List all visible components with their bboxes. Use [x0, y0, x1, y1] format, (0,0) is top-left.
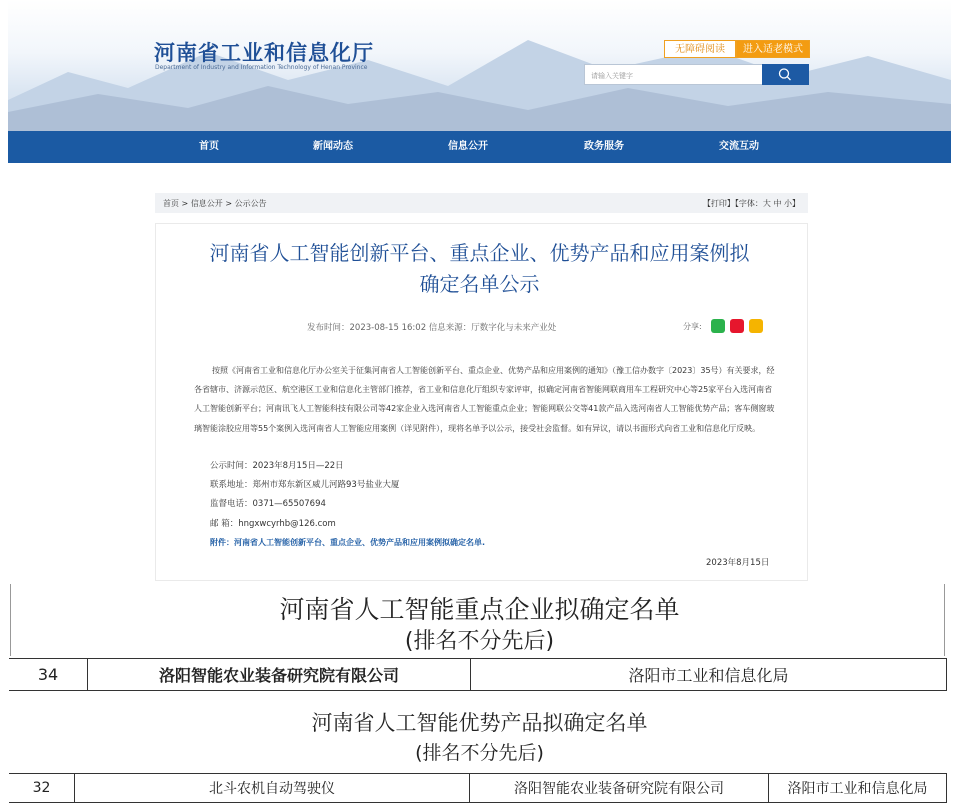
nav-item-home[interactable]: 首页	[199, 141, 219, 152]
nav-item-services[interactable]: 政务服务	[584, 141, 624, 152]
contact-email: 邮 箱：hngxwcyrhb@126.com	[210, 519, 336, 529]
enterprise-list-title: 河南省人工智能重点企业拟确定名单	[279, 595, 680, 624]
article-body: 按照《河南省工业和信息化厅办公室关于征集河南省人工智能创新平台、重点企业、优势产品和应用案例的通知》（豫工信办数字〔2023〕35号）有关要求，经各省辖市、济源示范区、航空港区工业和信息化主管部门推荐，省工业和信息化厅组织专家评审，拟确定河南省智能网联商用车工程研究中心等25家平台入选河南省人工智能创新平台；河南讯飞人工智能科技有限公司等42家企业入选河南省人工智能重点企业；智能网联公交等41款产品入选河南省人工智能优势产品；客车侧窗玻璃智能涂胶应用等55个案例入选河南省人工智能应用案例（详见附件），现将名单予以公示，接受社会监督。如有异议，请以书面形式向省工业和信息化厅反映。	[194, 366, 775, 433]
product-name: 北斗农机自动驾驶仪	[75, 774, 470, 803]
accessible-reading-button[interactable]: 无障碍阅读	[664, 40, 736, 58]
elderly-mode-button[interactable]: 进入适老模式	[736, 40, 810, 58]
article-meta: 发布时间：2023-08-15 16:02 信息来源：厅数字化与未来产业处	[307, 323, 557, 333]
mountain-backdrop	[8, 0, 951, 131]
enterprise-table	[9, 658, 947, 691]
article-date: 2023年8月15日	[706, 558, 770, 568]
row-number: 32	[9, 774, 75, 803]
print-font-tools[interactable]: 【打印】【字体：大 中 小】	[702, 199, 800, 208]
enterprise-recommender: 洛阳市工业和信息化局	[471, 659, 947, 691]
breadcrumb[interactable]: 首页 > 信息公开 > 公示公告	[163, 199, 267, 208]
search-icon	[762, 64, 809, 85]
qzone-share-icon[interactable]	[749, 319, 763, 333]
enterprise-name: 洛阳智能农业装备研究院有限公司	[88, 659, 471, 691]
nav-item-news[interactable]: 新闻动态	[313, 141, 353, 152]
article-title	[0, 238, 959, 300]
supervision-phone: 监督电话：0371—65507694	[210, 499, 326, 509]
main-nav	[8, 131, 951, 163]
wechat-share-icon[interactable]	[711, 319, 725, 333]
site-logo-title[interactable]: 河南省工业和信息化厅	[154, 41, 374, 65]
product-table	[9, 773, 947, 803]
article-title-line2: 确定名单公示	[419, 272, 540, 296]
public-time: 公示时间：2023年8月15日—22日	[210, 461, 344, 471]
product-recommender: 洛阳市工业和信息化局	[769, 774, 947, 803]
product-list-subtitle: (排名不分先后)	[415, 742, 544, 764]
attachment-link[interactable]: 附件：河南省人工智能创新平台、重点企业、优势产品和应用案例拟确定名单.	[210, 538, 486, 547]
row-number: 34	[9, 659, 88, 691]
breadcrumb-bar	[155, 193, 808, 213]
table-row	[9, 659, 947, 691]
nav-item-info-public[interactable]: 信息公开	[448, 141, 488, 152]
site-logo-subtitle: Department of Industry and Information Technology of Henan Province	[155, 64, 368, 71]
search-input[interactable]: 请输入关键字	[584, 64, 770, 85]
weibo-share-icon[interactable]	[730, 319, 744, 333]
enterprise-list-subtitle: (排名不分先后)	[404, 629, 555, 654]
site-header	[8, 0, 951, 131]
article-title-line1: 河南省人工智能创新平台、重点企业、优势产品和应用案例拟	[209, 241, 750, 265]
product-list-title: 河南省人工智能优势产品拟确定名单	[311, 711, 648, 735]
nav-item-interaction[interactable]: 交流互动	[719, 141, 759, 152]
search-button[interactable]	[762, 64, 809, 85]
contact-address: 联系地址：郑州市郑东新区威儿河路93号盐业大厦	[210, 480, 400, 490]
table-row	[9, 774, 947, 803]
product-company: 洛阳智能农业装备研究院有限公司	[470, 774, 769, 803]
share-label: 分享:	[683, 322, 702, 331]
